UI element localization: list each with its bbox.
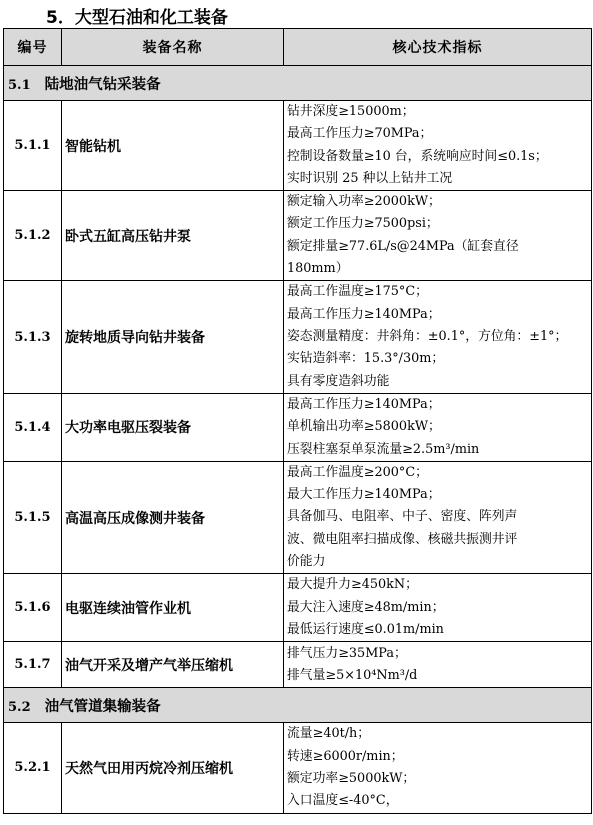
header-name: 装备名称 — [62, 29, 284, 66]
section-number: 5.1 — [8, 77, 31, 93]
table-body — [4, 66, 592, 814]
equipment-code: 5.1.6 — [4, 574, 62, 642]
spec-line: 额定工作压力≥7500psi； — [287, 216, 439, 232]
spec-line: 压裂柱塞泵单泵流量≥2.5m³/min — [287, 441, 480, 457]
header-spec: 核心技术指标 — [284, 29, 592, 66]
equipment-name: 大功率电驱压裂装备 — [62, 393, 284, 461]
spec-line: 排气量≥5×10⁴Nm³/d — [287, 667, 418, 683]
equipment-specs — [284, 642, 592, 688]
spec-line: 最高工作温度≥175°C； — [287, 284, 428, 300]
spec-line: 最高工作温度≥200°C； — [287, 464, 428, 480]
spec-line: 180mm） — [287, 261, 349, 277]
section-title: 油气管道集输装备 — [44, 698, 161, 715]
table-row — [4, 723, 592, 813]
equipment-specs — [284, 191, 592, 281]
spec-line: 实时识别 25 种以上钻井工况 — [287, 170, 453, 186]
equipment-name: 高温高压成像测井装备 — [62, 461, 284, 573]
spec-line: 控制设备数量≥10 台，系统响应时间≤0.1s； — [287, 148, 548, 164]
equipment-specs — [284, 461, 592, 573]
equipment-name: 天然气田用丙烷冷剂压缩机 — [62, 723, 284, 813]
equipment-specs — [284, 393, 592, 461]
equipment-code: 5.1.1 — [4, 101, 62, 191]
table-row — [4, 191, 592, 281]
equipment-specs — [284, 574, 592, 642]
equipment-specs — [284, 281, 592, 393]
spec-line: 钻井深度≥15000m； — [287, 104, 415, 119]
spec-line: 最低运行速度≤0.01m/min — [287, 621, 444, 637]
section-number: 5.2 — [8, 699, 31, 715]
table-header-row — [4, 29, 592, 66]
equipment-code: 5.1.7 — [4, 642, 62, 688]
equipment-name: 旋转地质导向钻井装备 — [62, 281, 284, 393]
header-code: 编号 — [4, 29, 62, 66]
table-row — [4, 642, 592, 688]
spec-line: 转速≥6000r/min； — [287, 748, 404, 764]
spec-line: 实钻造斜率：15.3°/30m； — [287, 351, 445, 367]
table-row — [4, 393, 592, 461]
spec-line: 最高工作压力≥140MPa； — [287, 306, 441, 322]
table-row — [4, 281, 592, 393]
spec-line: 波、微电阻率扫描成像、核磁共振测井评 — [287, 531, 518, 547]
equipment-code: 5.1.3 — [4, 281, 62, 393]
section-heading: 5．大型石油和化工装备 — [46, 8, 228, 28]
spec-line: 最大提升力≥450kN； — [287, 577, 418, 593]
equipment-name: 智能钻机 — [62, 101, 284, 191]
spec-line: 最高工作压力≥140MPa； — [287, 396, 441, 412]
spec-line: 价能力 — [287, 554, 326, 570]
spec-line: 单机输出功率≥5800kW； — [287, 419, 441, 435]
section-row — [4, 688, 592, 723]
spec-line: 具备伽马、电阻率、中子、密度、阵列声 — [287, 509, 518, 525]
equipment-code: 5.1.4 — [4, 393, 62, 461]
table-row — [4, 101, 592, 191]
spec-line: 额定功率≥5000kW； — [287, 770, 416, 786]
equipment-name: 电驱连续油管作业机 — [62, 574, 284, 642]
spec-line: 入口温度≤-40°C， — [287, 793, 399, 809]
spec-line: 最大注入速度≥48m/min； — [287, 599, 445, 615]
equipment-code: 5.2.1 — [4, 723, 62, 813]
equipment-code: 5.1.2 — [4, 191, 62, 281]
equipment-name: 油气开采及增产气举压缩机 — [62, 642, 284, 688]
section-title: 陆地油气钻采装备 — [44, 76, 161, 93]
equipment-specs — [284, 723, 592, 813]
spec-line: 具有零度造斜功能 — [287, 373, 390, 389]
table-row — [4, 461, 592, 573]
spec-line: 最大工作压力≥140MPa； — [287, 487, 441, 503]
spec-line: 姿态测量精度：井斜角：±0.1°，方位角：±1°； — [287, 328, 568, 344]
spec-line: 排气压力≥35MPa； — [287, 645, 407, 661]
equipment-table — [3, 28, 592, 814]
equipment-specs — [284, 101, 592, 191]
spec-line: 额定排量≥77.6L/s@24MPa（缸套直径 — [287, 238, 519, 254]
spec-line: 流量≥40t/h； — [287, 726, 371, 742]
equipment-name: 卧式五缸高压钻井泵 — [62, 191, 284, 281]
spec-line: 额定输入功率≥2000kW； — [287, 194, 441, 210]
section-row — [4, 66, 592, 101]
spec-line: 最高工作压力≥70MPa； — [287, 126, 433, 142]
table-row — [4, 574, 592, 642]
equipment-code: 5.1.5 — [4, 461, 62, 573]
